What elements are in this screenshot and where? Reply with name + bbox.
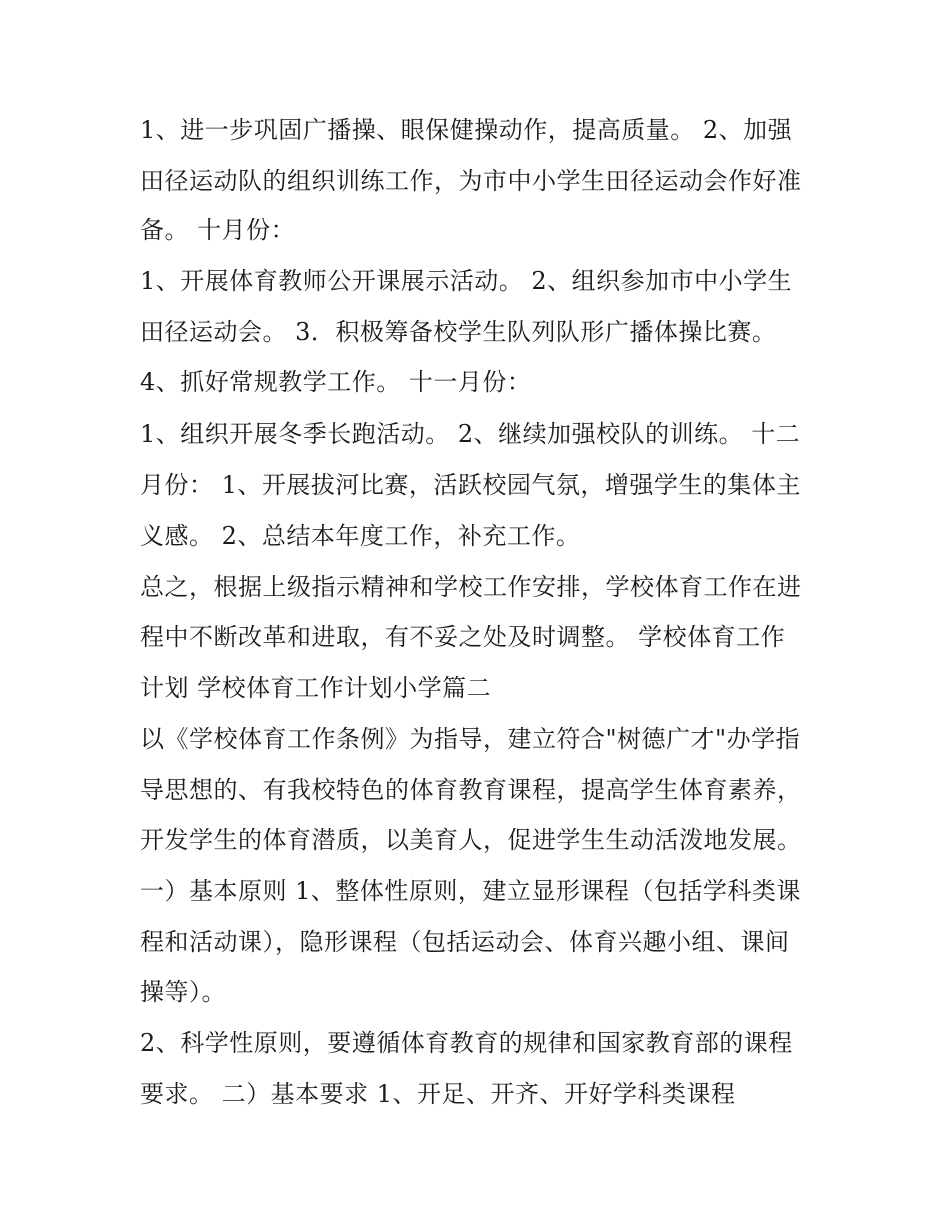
text-line: 总之，根据上级指示精神和学校工作安排，学校体育工作在进 (140, 573, 802, 601)
text-line: 1、组织开展冬季长跑活动。 2、继续加强校队的训练。 十二 (140, 420, 801, 448)
text-line: 2、科学性原则，要遵循体育教育的规律和国家教育部的课程 (140, 1029, 793, 1057)
text-line: 田径运动队的组织训练工作，为市中小学生田径运动会作好准 (140, 167, 802, 195)
text-line: 操等）。 (140, 978, 226, 1006)
text-line: 程和活动课），隐形课程（包括运动会、体育兴趣小组、课间 (140, 928, 790, 956)
text-line: 导思想的、有我校特色的体育教育课程，提高学生体育素养， (140, 776, 802, 804)
text-line: 1、开展体育教师公开课展示活动。 2、组织参加市中小学生 (140, 267, 793, 295)
text-line: 1、进一步巩固广播操、眼保健操动作，提高质量。 2、加强 (140, 116, 793, 144)
text-line: 计划 学校体育工作计划小学篇二 (140, 674, 492, 702)
text-line: 义感。 2、总结本年度工作，补充工作。 (140, 522, 581, 550)
text-line: 要求。 二）基本要求 1、开足、开齐、开好学科类课程 (140, 1080, 736, 1108)
text-line: 一）基本原则 1、整体性原则，建立显形课程（包括学科类课 (140, 877, 801, 905)
text-line: 田径运动会。 3．积极筹备校学生队列队形广播体操比赛。 (140, 318, 777, 346)
text-line: 备。 十月份： (140, 216, 296, 244)
text-line: 月份： 1、开展拔河比赛，活跃校园气氛，增强学生的集体主 (140, 471, 801, 499)
text-line: 程中不断改革和进取，有不妥之处及时调整。 学校体育工作 (140, 623, 786, 651)
text-line: 开发学生的体育潜质，以美育人，促进学生生动活泼地发展。 (140, 826, 802, 854)
text-line: 以《学校体育工作条例》为指导，建立符合"树德广才"办学指 (140, 725, 801, 753)
text-line: 4、抓好常规教学工作。 十一月份： (140, 368, 532, 396)
